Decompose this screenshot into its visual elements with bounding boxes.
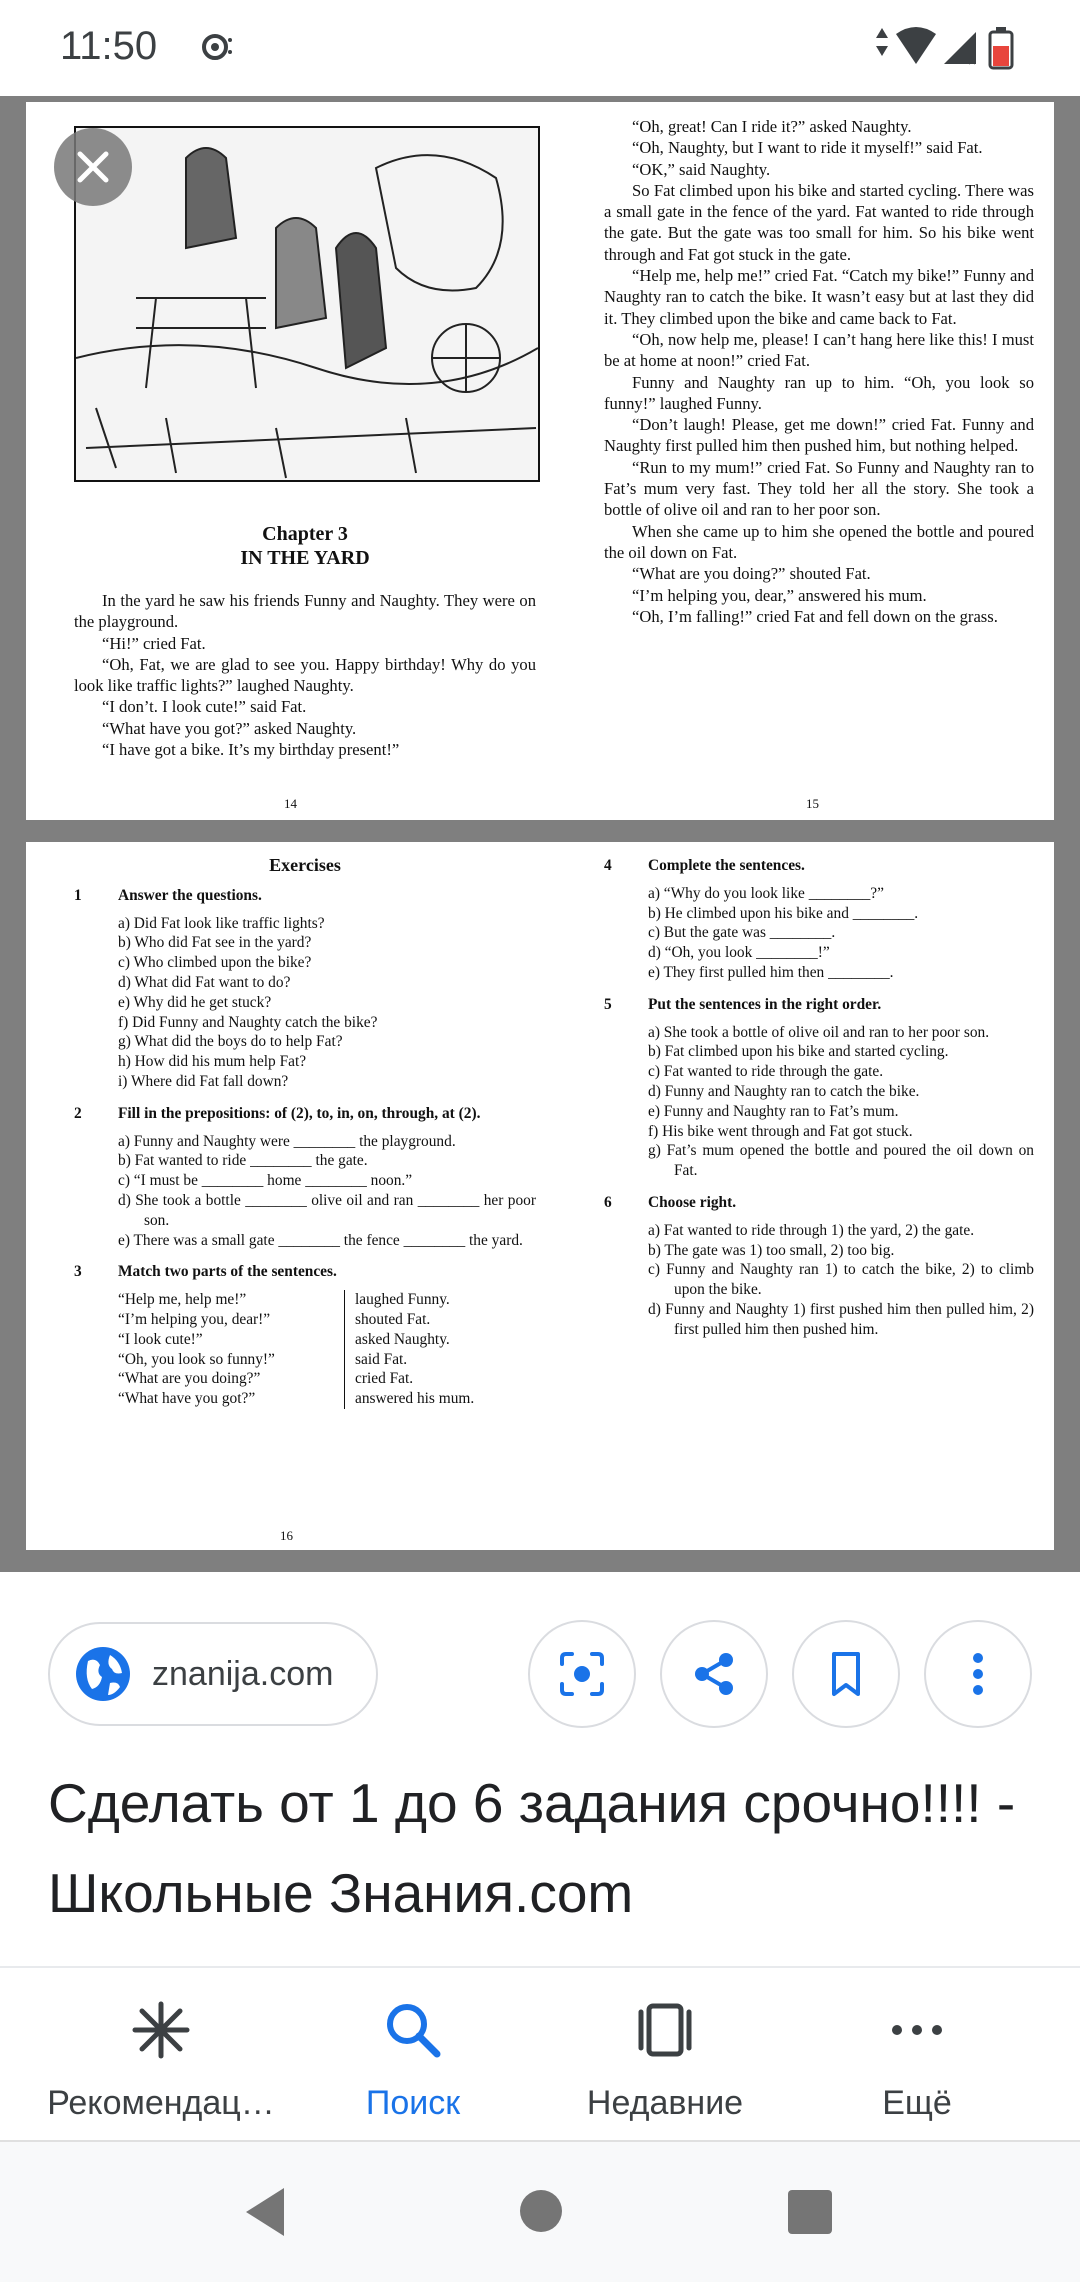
bookmark-icon (820, 1648, 872, 1700)
nav-label: Поиск (365, 2084, 461, 2122)
paragraph: “I’m helping you, dear,” answered his mum. (632, 585, 927, 605)
status-bar (0, 0, 1080, 96)
svg-text:×: × (968, 53, 977, 69)
exercise-2-items (118, 1132, 536, 1251)
chapter-number: Chapter 3 (262, 523, 348, 545)
exercise-5-heading (604, 995, 1034, 1015)
paragraph: “I don’t. I look cute!” said Fat. (102, 697, 307, 717)
exercise-number: 6 (604, 1193, 612, 1211)
exercise-item: e) There was a small gate ________ the fence ________ the yard. (118, 1231, 523, 1249)
exercise-item: c) Who climbed upon the bike? (118, 954, 312, 972)
paragraph: “Oh, Fat, we are glad to see you. Happy birthday! Why do you look like traffic lights?” laughed Naughty. (74, 654, 536, 696)
match-right-item: asked Naughty. (355, 1330, 450, 1348)
exercise-3-match-table (118, 1290, 536, 1409)
page-17-text (604, 856, 1034, 1340)
recent-tabs-icon (633, 1998, 697, 2062)
nav-label: Ещё (882, 2084, 952, 2122)
status-icons (872, 24, 1032, 72)
match-right-item: answered his mum. (355, 1390, 475, 1408)
overview-icon[interactable] (788, 2190, 832, 2234)
paragraph: “Hi!” cried Fat. (102, 633, 206, 653)
exercise-item: f) Did Funny and Naughty catch the bike? (118, 1013, 378, 1031)
exercise-item: g) What did the boys do to help Fat? (118, 1033, 343, 1051)
data-arrows-icon (876, 28, 888, 56)
exercise-item: d) Funny and Naughty 1) first pushed him then pulled him, 2) first pulled him then pushed him. (648, 1300, 1034, 1338)
source-site-name: znanija.com (152, 1654, 334, 1693)
match-left-item: “I look cute!” (118, 1330, 203, 1348)
status-time: 11:50 (60, 24, 158, 68)
paragraph: So Fat climbed upon his bike and started cycling. There was a small gate in the fence of the yard. Fat wanted to ride through the gate. But the gate was too small for him. So his bike went through and Fat got stuck in the gate. (604, 180, 1034, 264)
exercise-item: a) “Why do you look like ________?” (648, 884, 884, 902)
exercise-item: b) He climbed upon his bike and ________. (648, 904, 919, 922)
search-icon (381, 1998, 445, 2062)
exercise-6-items (648, 1221, 1034, 1340)
exercise-4-heading (604, 856, 1034, 876)
paragraph: “What are you doing?” shouted Fat. (632, 564, 871, 584)
page-number: 14 (284, 796, 297, 811)
exercise-item: c) Fat wanted to ride through the gate. (648, 1063, 884, 1081)
chapter-title: IN THE YARD (240, 547, 370, 569)
nav-search[interactable] (278, 1968, 548, 2140)
story-illustration (74, 126, 540, 482)
page-14-text (74, 590, 536, 760)
exercise-item: a) Funny and Naughty were ________ the playground. (118, 1132, 456, 1150)
exercise-item: b) Who did Fat see in the yard? (118, 934, 312, 952)
paragraph: “Oh, Naughty, but I want to ride it myself!” said Fat. (632, 138, 983, 158)
exercise-4-items (648, 884, 1034, 983)
page-15-text (604, 116, 1034, 627)
close-icon (76, 150, 110, 184)
bookmark-button[interactable] (792, 1620, 900, 1728)
exercise-instruction: Match two parts of the sentences. (118, 1263, 337, 1281)
more-vertical-icon (952, 1648, 1004, 1700)
nav-label: Недавние (586, 2084, 744, 2122)
exercise-6-heading (604, 1193, 1034, 1213)
wifi-icon (896, 27, 936, 64)
match-left-item: “Help me, help me!” (118, 1291, 247, 1309)
nav-recent[interactable] (530, 1968, 800, 2140)
paragraph: “Oh, great! Can I ride it?” asked Naughty. (632, 117, 912, 136)
exercises-title: Exercises (269, 855, 341, 875)
match-left-item: “What have you got?” (118, 1390, 256, 1408)
paragraph: “Don’t laugh! Please, get me down!” cried Fat. Funny and Naughty first pulled him then pushed him, but nothing helped. (604, 415, 1034, 456)
asterisk-icon (129, 1998, 193, 2062)
paragraph: When she came up to him she opened the bottle and poured the oil down on Fat. (604, 521, 1034, 562)
book-spread-pages-16-17 (26, 842, 1054, 1550)
close-button[interactable] (54, 128, 132, 206)
exercise-number: 1 (74, 886, 82, 904)
exercise-item: b) Fat wanted to ride ________ the gate. (118, 1152, 368, 1170)
exercise-item: e) They first pulled him then ________. (648, 963, 894, 981)
exercise-item: e) Why did he get stuck? (118, 993, 272, 1011)
exercise-item: i) Where did Fat fall down? (118, 1072, 289, 1090)
paragraph: “Oh, now help me, please! I can’t hang here like this! I must be at home at noon!” cried Fat. (604, 329, 1034, 371)
exercise-instruction: Put the sentences in the right order. (648, 995, 882, 1013)
notification-icon (200, 30, 234, 64)
match-right-item: cried Fat. (355, 1370, 414, 1388)
match-left-item: “Oh, you look so funny!” (118, 1350, 275, 1368)
nav-discover[interactable] (26, 1968, 296, 2140)
lens-icon (556, 1648, 608, 1700)
nav-more[interactable] (782, 1968, 1052, 2140)
paragraph: In the yard he saw his friends Funny and Naughty. They were on the playground. (74, 591, 536, 632)
paragraph: “OK,” said Naughty. (632, 159, 771, 179)
page-number: 16 (280, 1528, 293, 1543)
exercise-item: b) Fat climbed upon his bike and started cycling. (648, 1043, 949, 1061)
exercise-number: 2 (74, 1104, 82, 1122)
match-right-item: said Fat. (355, 1350, 408, 1368)
exercise-1-heading (74, 886, 536, 906)
nav-label: Рекомендац… (47, 2084, 275, 2122)
battery-icon (990, 27, 1012, 68)
exercise-3-heading (74, 1262, 536, 1282)
exercise-item: b) The gate was 1) too small, 2) too big. (648, 1241, 895, 1259)
exercise-item: c) Funny and Naughty ran 1) to catch the bike, 2) to climb upon the bike. (648, 1261, 1034, 1299)
image-viewer[interactable] (0, 96, 1080, 1572)
exercise-item: e) Funny and Naughty ran to Fat’s mum. (648, 1102, 899, 1120)
exercise-number: 5 (604, 995, 612, 1013)
exercise-item: f) His bike went through and Fat got stuck. (648, 1122, 913, 1140)
paragraph: “Oh, I’m falling!” cried Fat and fell down on the grass. (632, 606, 998, 626)
back-icon[interactable] (244, 2186, 288, 2238)
match-left-item: “What are you doing?” (118, 1370, 261, 1388)
match-left-column (118, 1290, 345, 1409)
match-left-item: “I’m helping you, dear!” (118, 1310, 271, 1328)
exercise-1-items (118, 914, 536, 1092)
exercise-item: c) But the gate was ________. (648, 924, 836, 942)
system-navigation-bar (0, 2140, 1080, 2282)
more-options-button[interactable] (924, 1620, 1032, 1728)
exercise-instruction: Answer the questions. (118, 886, 262, 904)
paragraph: “Help me, help me!” cried Fat. “Catch my bike!” Funny and Naughty ran to catch the bike. It wasn’t easy but at last they did it. They climbed upon the bike and came back to Fat. (604, 266, 1034, 328)
exercise-item: d) She took a bottle ________ olive oil and ran ________ her poor son. (118, 1191, 536, 1229)
more-horizontal-icon (885, 1998, 949, 2062)
exercise-item: d) “Oh, you look ________!” (648, 944, 830, 962)
exercise-item: g) Fat’s mum opened the bottle and poured the oil down on Fat. (648, 1142, 1034, 1180)
exercise-item: h) How did his mum help Fat? (118, 1053, 307, 1071)
exercise-2-heading (74, 1104, 536, 1124)
exercise-5-items (648, 1023, 1034, 1181)
paragraph: “What have you got?” asked Naughty. (102, 718, 357, 738)
page-16-text (74, 856, 536, 1409)
match-right-item: laughed Funny. (355, 1291, 450, 1309)
exercise-number: 3 (74, 1263, 82, 1281)
match-right-item: shouted Fat. (355, 1310, 431, 1328)
exercise-item: c) “I must be ________ home ________ noon.” (118, 1172, 413, 1190)
page-number: 15 (806, 796, 819, 811)
paragraph: “I have got a bike. It’s my birthday present!” (102, 740, 400, 760)
book-spread-pages-14-15 (26, 102, 1054, 820)
globe-icon (74, 1645, 132, 1703)
exercise-instruction: Choose right. (648, 1193, 737, 1211)
exercise-item: d) What did Fat want to do? (118, 973, 291, 991)
result-title[interactable]: Сделать от 1 до 6 задания срочно!!!! - Школьные Знания.com (48, 1772, 1016, 1924)
exercise-item: d) Funny and Naughty ran to catch the bike. (648, 1082, 920, 1100)
paragraph: Funny and Naughty ran up to him. “Oh, you look so funny!” laughed Funny. (604, 372, 1034, 413)
exercise-number: 4 (604, 857, 612, 874)
exercise-instruction: Fill in the prepositions: of (2), to, in, on, through, at (2). (118, 1104, 481, 1122)
exercise-item: a) Fat wanted to ride through 1) the yard, 2) the gate. (648, 1221, 975, 1239)
match-right-column (345, 1290, 474, 1409)
home-icon[interactable] (518, 2188, 564, 2234)
source-site-chip[interactable] (48, 1622, 378, 1726)
chapter-heading (74, 522, 536, 570)
paragraph: “Run to my mum!” cried Fat. So Funny and Naughty ran to Fat’s mum very fast. They told her all the story. She took a bottle of olive oil and ran to her poor son. (604, 457, 1034, 520)
lens-search-button[interactable] (528, 1620, 636, 1728)
exercise-instruction: Complete the sentences. (648, 857, 805, 874)
share-button[interactable] (660, 1620, 768, 1728)
bottom-navigation (0, 1966, 1080, 2140)
share-icon (688, 1648, 740, 1700)
exercise-item: a) Did Fat look like traffic lights? (118, 914, 325, 932)
exercise-item: a) She took a bottle of olive oil and ran to her poor son. (648, 1023, 990, 1041)
